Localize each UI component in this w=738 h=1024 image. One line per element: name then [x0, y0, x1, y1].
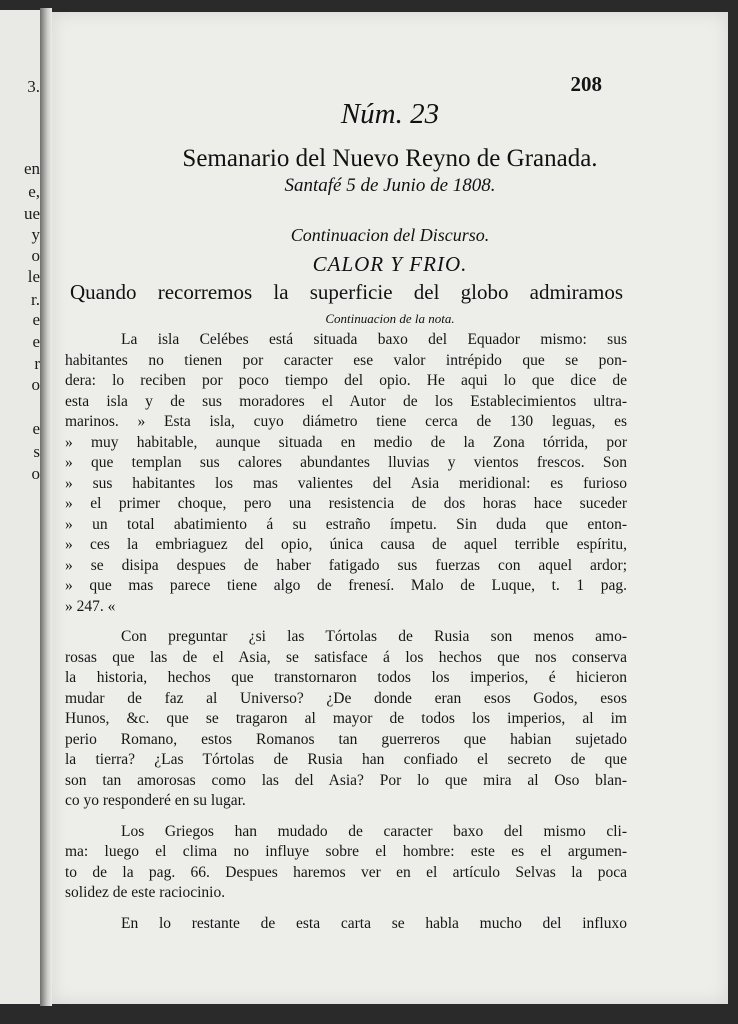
text-line: Con preguntar ¿si las Tórtolas de Rusia son menos amo-: [121, 628, 627, 645]
margin-fragment: o: [31, 375, 40, 394]
margin-fragment: e: [32, 419, 40, 438]
document-page: [52, 12, 728, 1004]
text-line: esta isla y de sus moradores el Autor de los Establecimientos ultra-: [65, 392, 627, 410]
margin-fragment: e,: [28, 182, 40, 201]
text-line: solidez de este raciocinio.: [65, 884, 226, 901]
text-line: » muy habitable, aunque situada en medio de la Zona tórrida, por: [65, 433, 627, 451]
article-body: [65, 330, 627, 934]
text-line: » ces la embriaguez del opio, única causa de aquel terrible espíritu,: [65, 536, 627, 553]
text-line: Hunos, &c. que se tragaron al mayor de todos los imperios, al im: [65, 710, 627, 727]
text-line: La isla Celébes está situada baxo del Equador mismo: sus: [121, 331, 627, 348]
margin-fragment: le: [27, 267, 40, 286]
margin-fragment: ue: [23, 204, 40, 223]
margin-fragment: e: [32, 332, 40, 351]
section-title: CALOR Y FRIO.: [312, 252, 468, 276]
text-line: » que templan sus calores abundantes lluvias y vientos frescos. Son: [65, 454, 627, 471]
text-line: En lo restante de esta carta se habla mucho del influxo: [121, 914, 627, 932]
dateline: Santafé 5 de Junio de 1808.: [284, 175, 496, 196]
text-line: son tan amorosas como las del Asia? Por lo que mira al Oso blan-: [65, 771, 627, 789]
text-line: » un total abatimiento á su estraño ímpetu. Sin duda que enton-: [65, 515, 627, 533]
text-line: rosas que las de el Asia, se satisface á los hechos que nos conserva: [65, 648, 627, 666]
text-line: la tierra? ¿Las Tórtolas de Rusia han confiado el secreto de que: [65, 751, 627, 768]
text-line: ma: luego el clima no influye sobre el hombre: este es el argumen-: [65, 843, 627, 860]
page-number: 208: [570, 72, 602, 96]
margin-fragment: s: [33, 442, 40, 461]
margin-fragment: r.: [31, 290, 40, 309]
margin-fragment: e: [32, 310, 40, 329]
margin-fragment: o: [31, 246, 40, 265]
margin-fragment: y: [31, 225, 40, 244]
lead-line: Quando recorremos la superficie del globo admiramos: [70, 280, 623, 304]
text-line: perio Romano, estos Romanos tan guerreros que habian sujetado: [65, 730, 627, 748]
issue-number: Núm. 23: [340, 98, 440, 130]
text-line: co yo responderé en su lugar.: [65, 792, 246, 809]
margin-fragment: r: [34, 354, 40, 373]
text-line: Los Griegos han mudado de caracter baxo del mismo cli-: [121, 822, 627, 840]
text-line: » 247. «: [65, 597, 116, 615]
margin-fragment: 3.: [27, 77, 40, 96]
continuation-heading: Continuacion del Discurso.: [290, 225, 490, 245]
book-gutter: [40, 8, 52, 1006]
text-line: » sus habitantes los mas valientes del Asia meridional: es furioso: [65, 474, 627, 492]
text-line: » que mas parece tiene algo de frenesí. Malo de Luque, t. 1 pag.: [65, 577, 627, 594]
note-heading: Continuacion de la nota.: [325, 311, 455, 326]
text-line: dera: lo reciben por poco tiempo del opio. He aqui lo que dice de: [65, 372, 627, 389]
facing-page-edge: [0, 10, 42, 1004]
text-line: » el primer choque, pero una resistencia de dos horas hace suceder: [65, 495, 627, 512]
publication-title: Semanario del Nuevo Reyno de Granada.: [182, 145, 598, 172]
text-line: mudar de faz al Universo? ¿De donde eran esos Godos, esos: [65, 689, 627, 707]
margin-fragment: o: [31, 464, 40, 483]
text-line: la historia, hechos que transtornaron todos los imperios, é hicieron: [65, 669, 627, 686]
text-line: » se disipa despues de haber fatigado sus fuerzas con aquel ardor;: [65, 556, 627, 574]
text-line: marinos. » Esta isla, cuyo diámetro tiene cerca de 130 leguas, es: [65, 413, 627, 430]
text-line: to de la pag. 66. Despues haremos ver en el artículo Selvas la poca: [65, 863, 627, 881]
text-line: habitantes no tienen por caracter ese valor intrépido que se pon-: [65, 351, 627, 369]
margin-fragment: en: [23, 159, 40, 178]
